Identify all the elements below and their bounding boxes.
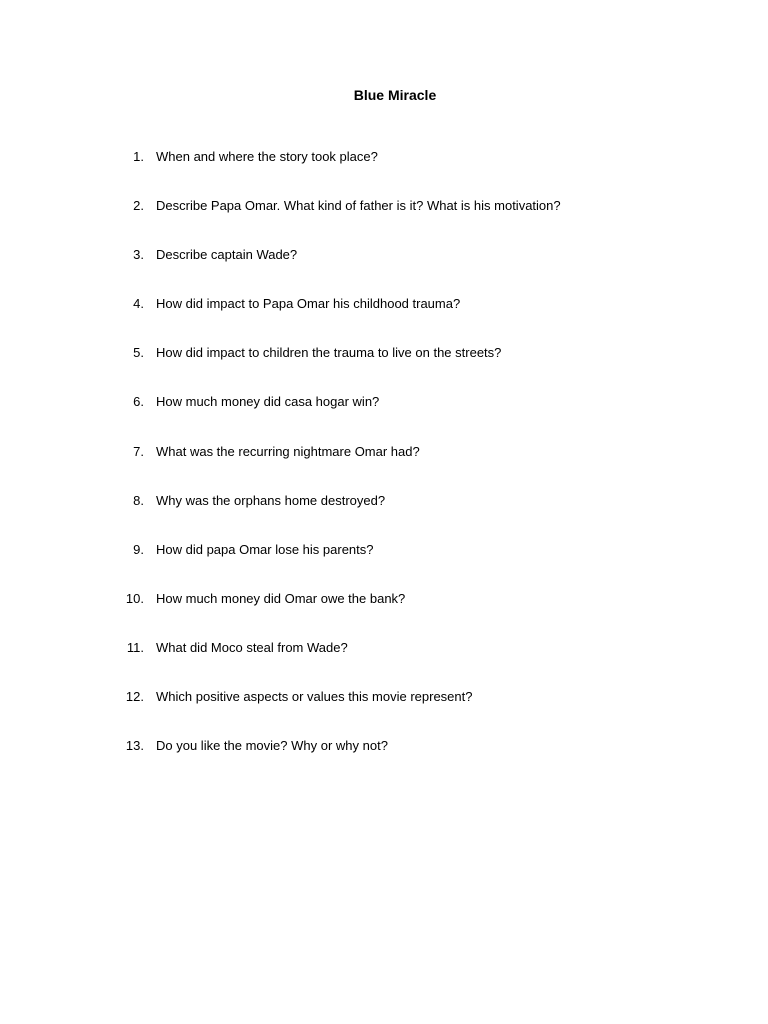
question-item [124,295,684,344]
question-item [124,197,684,246]
question-text: How much money did Omar owe the bank? [156,590,406,606]
question-item [124,737,684,786]
question-number: 5. [133,345,144,361]
question-number: 1. [133,149,144,164]
question-item [124,541,684,590]
question-number: 7. [133,443,144,459]
question-text: Do you like the movie? Why or why not? [156,738,388,754]
question-text: Which positive aspects or values this movie represent? [156,689,473,705]
question-text: What was the recurring nightmare Omar had? [156,443,420,459]
question-item [124,639,684,688]
question-number: 9. [133,541,144,557]
question-item [124,148,684,197]
question-item [124,492,684,541]
question-text: How did papa Omar lose his parents? [156,541,374,557]
question-number: 6. [133,394,144,410]
question-item [124,688,684,737]
question-text: How did impact to children the trauma to live on the streets? [156,345,502,361]
question-item [124,344,684,393]
question-number: 2. [133,198,144,214]
question-number: 4. [133,296,144,312]
question-number: 12. [125,689,144,705]
question-number: 11. [126,639,144,655]
question-list [124,148,684,786]
document-title: Blue Miracle [353,87,437,103]
question-text: Describe Papa Omar. What kind of father is it? What is his motivation? [156,198,561,214]
question-text: How did impact to Papa Omar his childhood trauma? [156,296,461,312]
question-item [124,443,684,492]
question-number: 3. [133,247,144,263]
question-text: When and where the story took place? [156,149,378,164]
question-item [124,590,684,639]
question-item [124,246,684,295]
question-number: 8. [133,492,144,508]
question-item [124,393,684,442]
question-number: 13. [125,738,144,754]
question-text: Describe captain Wade? [156,247,298,263]
question-text: Why was the orphans home destroyed? [156,492,386,508]
question-number: 10. [125,590,144,606]
question-text: How much money did casa hogar win? [156,394,380,410]
question-text: What did Moco steal from Wade? [156,639,348,655]
